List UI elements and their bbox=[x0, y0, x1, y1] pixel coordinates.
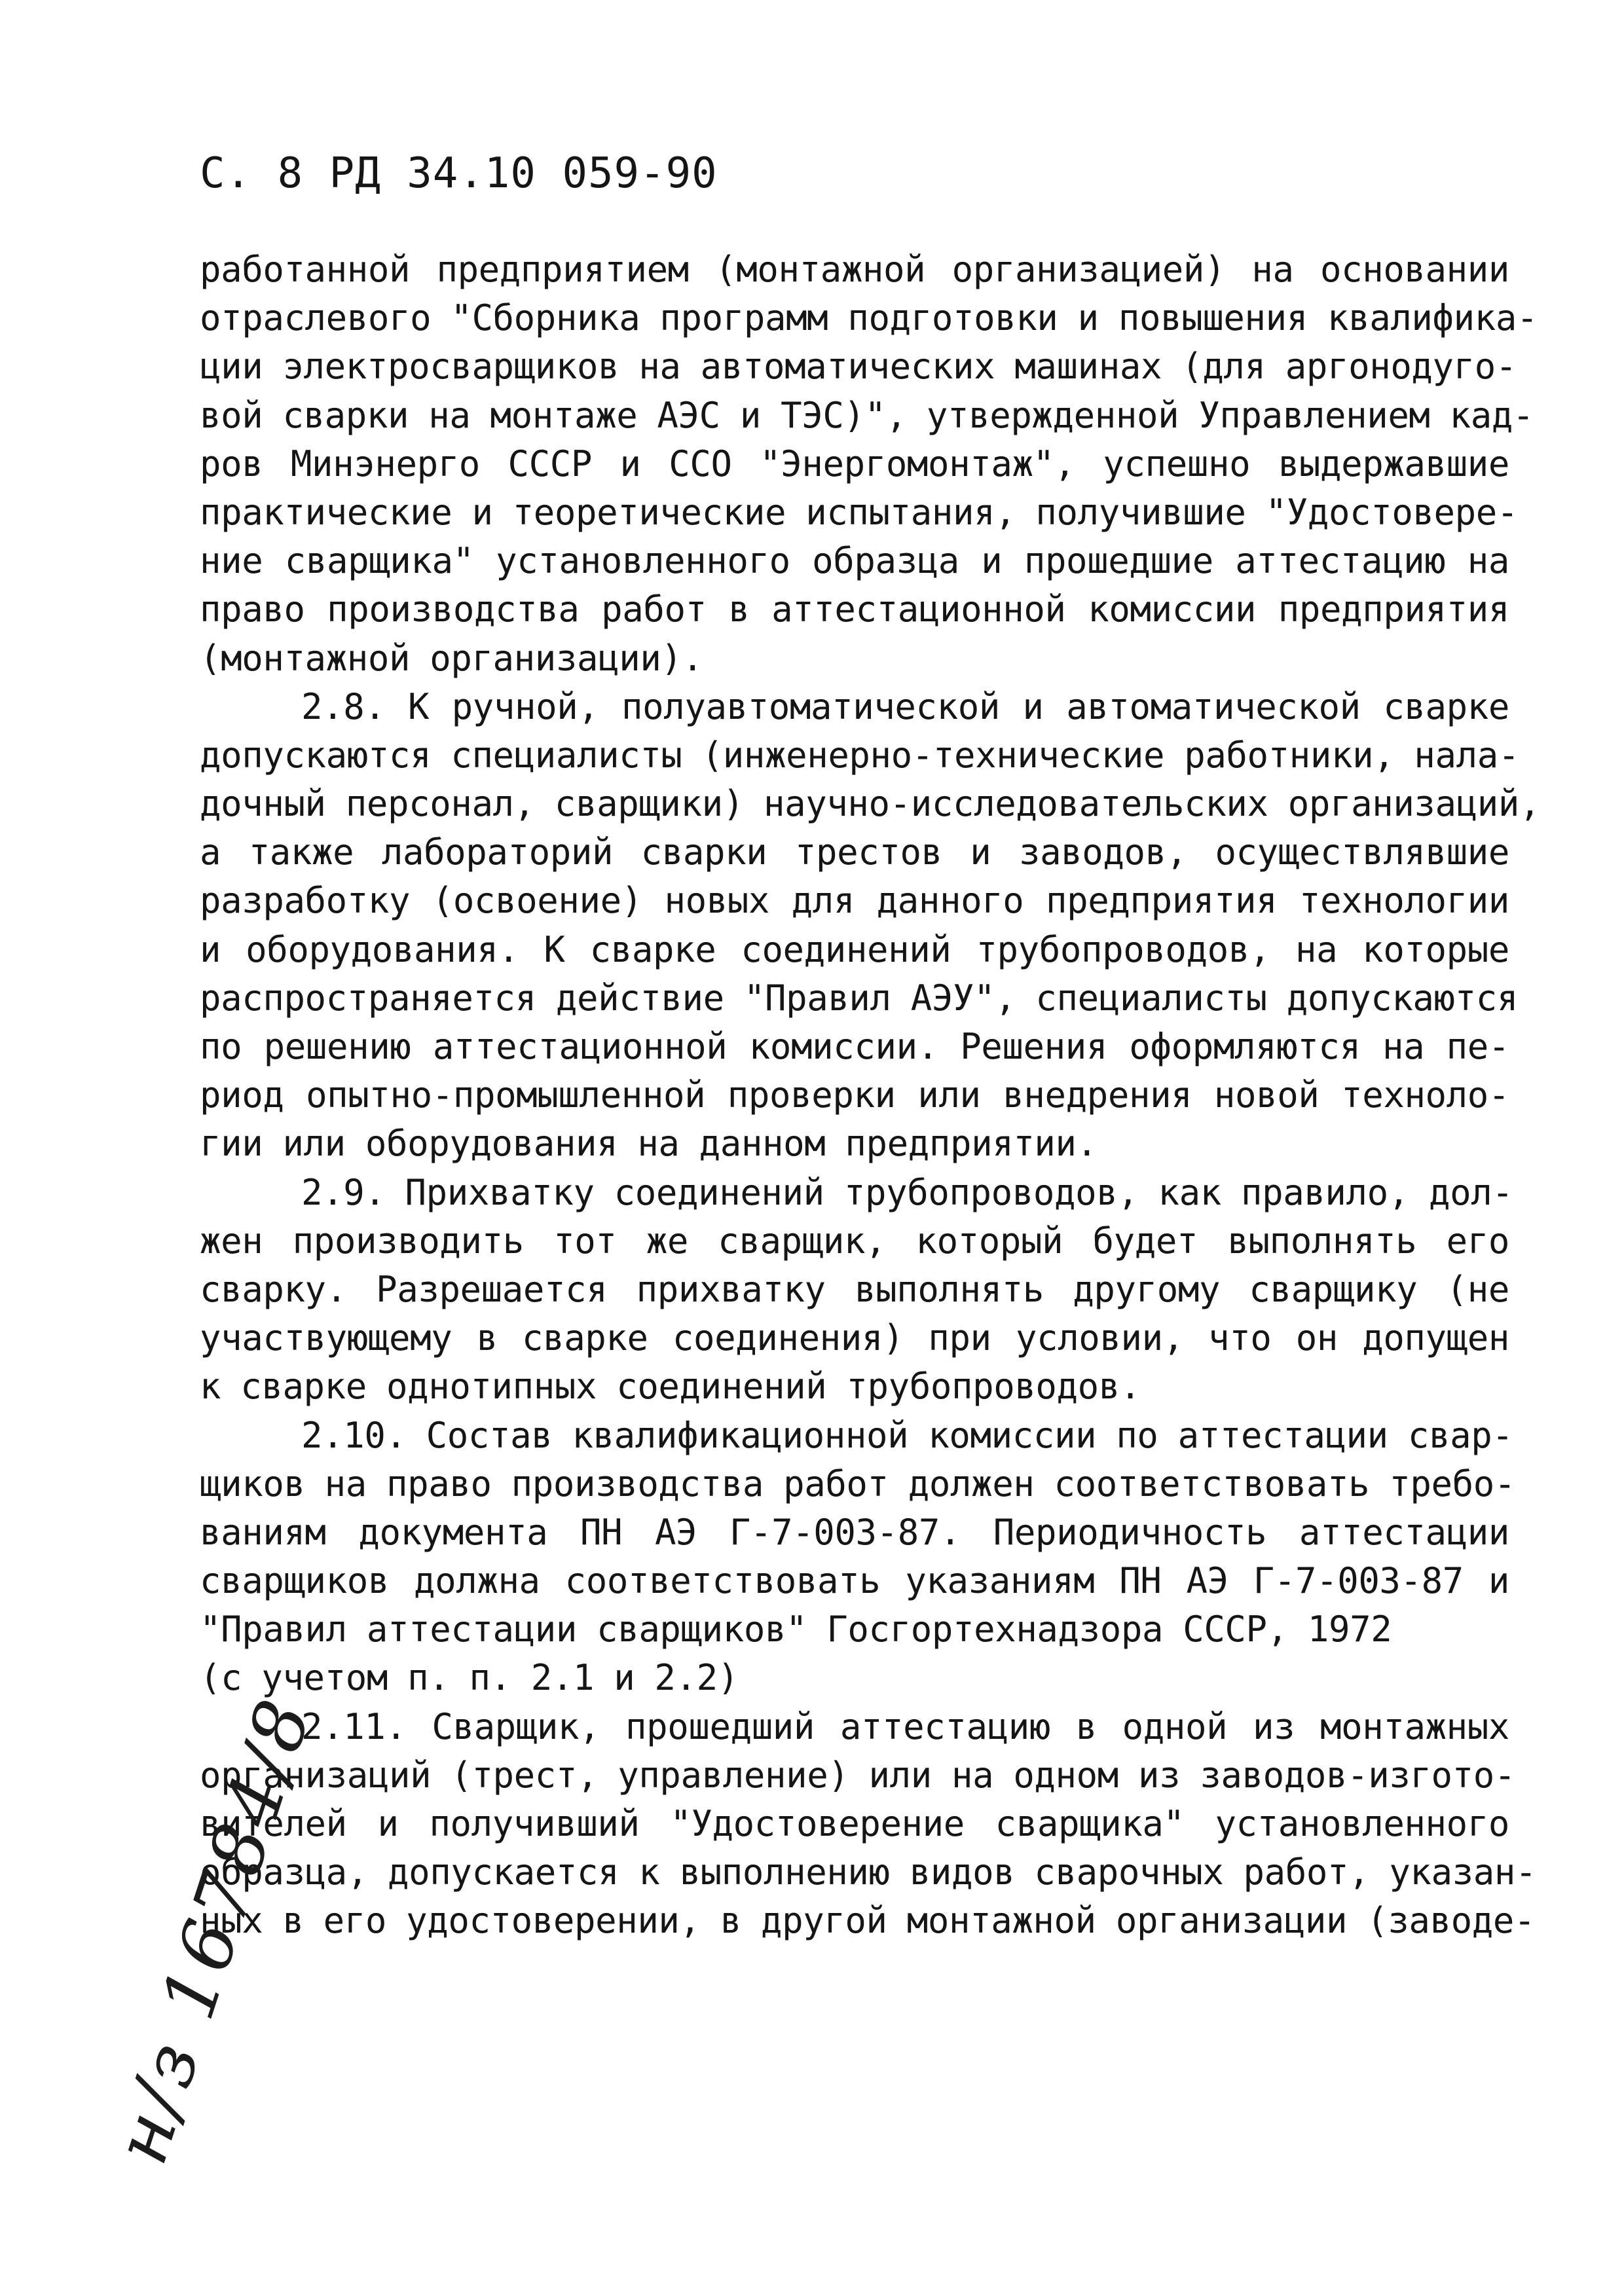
text-line: сварку. Разрешается прихватку выполнять другому сварщику (не bbox=[200, 1268, 1509, 1310]
text-line: практические и теоретические испытания, получившие "Удостовере- bbox=[200, 491, 1518, 533]
page-header-reference: С. 8 РД 34.10 059-90 bbox=[200, 149, 718, 198]
text-line: "Правил аттестации сварщиков" Госгортехнадзора СССР, 1972 bbox=[200, 1609, 1392, 1650]
text-line: сварщиков должна соответствовать указаниям ПН АЭ Г-7-003-87 и bbox=[200, 1560, 1509, 1602]
text-line: и оборудования. К сварке соединений трубопроводов, на которые bbox=[200, 928, 1509, 970]
text-line: распространяется действие "Правил АЭУ", специалисты допускаются bbox=[200, 977, 1518, 1019]
text-line: по решению аттестационной комиссии. Решения оформляются на пе- bbox=[200, 1026, 1509, 1067]
text-line: образца, допускается к выполнению видов сварочных работ, указан- bbox=[200, 1851, 1537, 1893]
text-line: к сварке однотипных соединений трубопроводов. bbox=[200, 1366, 1141, 1408]
text-line: вителей и получивший "Удостоверение сварщика" установленного bbox=[200, 1803, 1509, 1844]
body-text bbox=[200, 246, 1541, 1946]
text-line: а также лабораторий сварки трестов и заводов, осуществлявшие bbox=[200, 831, 1509, 873]
text-line: ных в его удостоверении, в другой монтажной организации (заводе- bbox=[200, 1900, 1536, 1942]
text-line: гии или оборудования на данном предприятии. bbox=[200, 1123, 1098, 1165]
text-line: (с учетом п. п. 2.1 и 2.2) bbox=[200, 1657, 739, 1699]
text-line: жен производить тот же сварщик, который будет выполнять его bbox=[200, 1220, 1509, 1262]
text-line: 2.8. К ручной, полуавтоматической и автоматической сварке bbox=[301, 685, 1509, 727]
text-line: ние сварщика" установленного образца и прошедшие аттестацию на bbox=[200, 540, 1509, 582]
text-line: отраслевого "Сборника программ подготовки и повышения квалифика- bbox=[200, 297, 1538, 339]
text-line: допускаются специалисты (инженерно-технические работники, нала- bbox=[200, 734, 1519, 776]
handwritten-margin-note: н/з 16784/8 bbox=[98, 1686, 329, 2174]
text-line: 2.9. Прихватку соединений трубопроводов, как правило, дол- bbox=[301, 1171, 1513, 1213]
text-line: ров Минэнерго СССР и ССО "Энергомонтаж", успешно выдержавшие bbox=[200, 443, 1509, 484]
text-line: (монтажной организации). bbox=[200, 637, 703, 679]
text-line: организаций (трест, управление) или на одном из заводов-изгото- bbox=[200, 1754, 1515, 1796]
text-line: риод опытно-промышленной проверки или внедрения новой техноло- bbox=[200, 1074, 1509, 1116]
text-line: вой сварки на монтаже АЭС и ТЭС)", утвержденной Управлением кад- bbox=[200, 394, 1534, 436]
text-line: участвующему в сварке соединения) при условии, что он допущен bbox=[200, 1317, 1509, 1359]
text-line: дочный персонал, сварщики) научно-исследовательских организаций, bbox=[200, 783, 1541, 825]
text-line: щиков на право производства работ должен соответствовать требо- bbox=[200, 1463, 1515, 1504]
text-line: ваниям документа ПН АЭ Г-7-003-87. Периодичность аттестации bbox=[200, 1511, 1509, 1553]
text-line: разработку (освоение) новых для данного предприятия технологии bbox=[200, 880, 1509, 922]
text-line: ции электросварщиков на автоматических машинах (для аргонодуго- bbox=[200, 346, 1517, 388]
text-line: 2.10. Состав квалификационной комиссии по аттестации свар- bbox=[301, 1414, 1513, 1456]
text-line: 2.11. Сварщик, прошедший аттестацию в одной из монтажных bbox=[301, 1705, 1509, 1747]
text-line: работанной предприятием (монтажной организацией) на основании bbox=[200, 249, 1509, 290]
text-line: право производства работ в аттестационной комиссии предприятия bbox=[200, 589, 1509, 630]
